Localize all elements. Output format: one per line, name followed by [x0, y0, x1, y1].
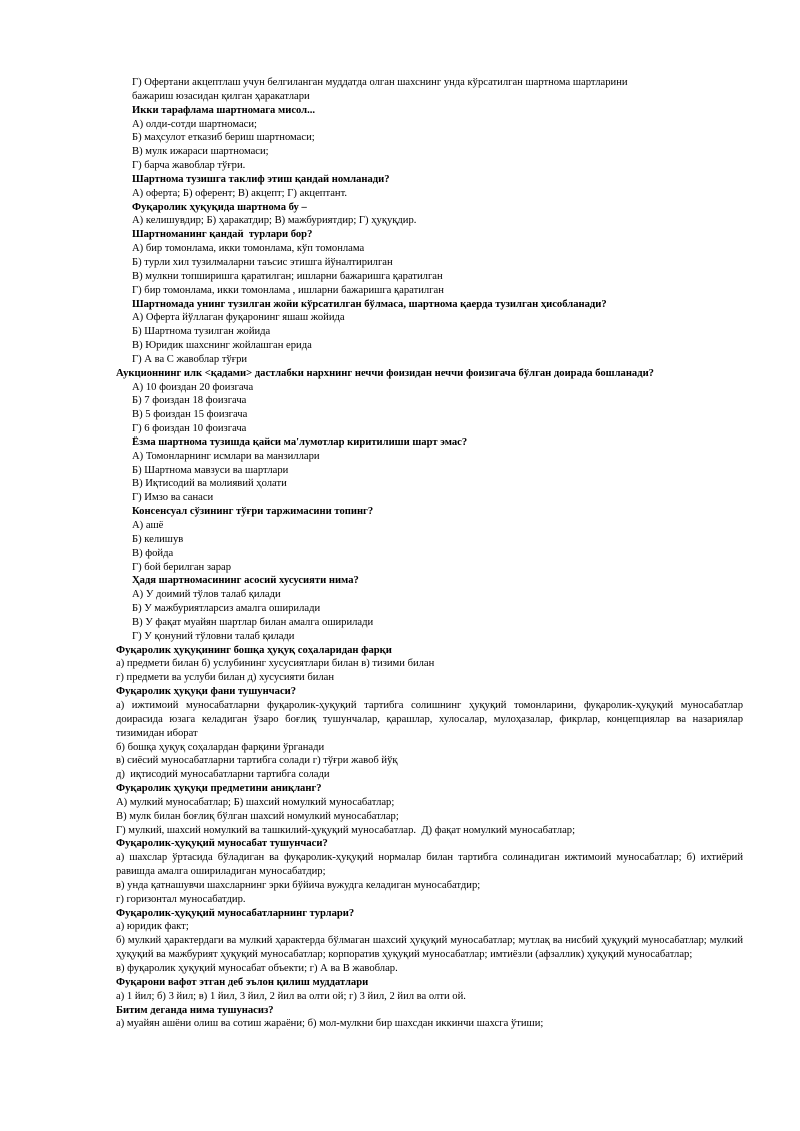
question-heading: Фуқаролик ҳуқуқи предметини аниқланг? [116, 783, 322, 795]
text-line: в) сиёсий муносабатларни тартибга солади г) тўғри жавоб йўқ [116, 755, 398, 767]
text-line: В) 5 фоиздан 15 фоизгача [132, 409, 248, 421]
text-line: Г) барча жавоблар тўғри. [132, 160, 246, 172]
text-line: а) 1 йил; б) 3 йил; в) 1 йил, 3 йил, 2 йил ва олти ой; г) 3 йил, 2 йил ва олти ой. [116, 990, 466, 1002]
question-heading: Фуқаролик ҳуқуқининг бошқа ҳуқуқ соҳаларидан фарқи [116, 644, 392, 656]
text-line: В) мулк ижараси шартномаси; [132, 146, 269, 158]
text-line: в) фуқаролик ҳуқуқий муносабат объекти; г) А ва В жавоблар. [116, 963, 398, 974]
text-line: А) ашё [132, 520, 164, 531]
text-line: Г) А ва С жавоблар тўғри [132, 353, 248, 365]
document-body [116, 76, 746, 1031]
question-heading: Фуқаролик ҳуқуқи фани тушунчаси? [116, 686, 297, 698]
text-line: А) Томонларнинг исмлари ва манзиллари [132, 450, 320, 462]
text-line: Б) маҳсулот етказиб бериш шартномаси; [132, 132, 315, 144]
text-line: Б) келишув [132, 533, 184, 545]
text-line: В) У фақат муайян шартлар билан амалга оширилади [132, 616, 374, 628]
text-line: Г) бой берилган зарар [132, 561, 232, 573]
text-line: В) Иқтисодий ва молиявий ҳолати [132, 478, 287, 490]
text-line: а) предмети билан б) услубининг хусусиятлари билан в) тизими билан [116, 658, 435, 670]
question-heading: Фуқаролик-ҳуқуқий муносабат тушунчаси? [116, 838, 328, 850]
text-line: А) келишувдир; Б) ҳаракатдир; В) мажбуриятдир; Г) ҳуқуқдир. [132, 215, 417, 227]
text-line: Г) Имзо ва санаси [132, 492, 214, 504]
text-line: В) Юридик шахснинг жойлашган ерида [132, 340, 312, 352]
text-line: Б) турли хил тузилмаларни таъсис этишга йўналтирилган [132, 256, 393, 268]
text-line: В) мулкни топширишга қаратилган; ишларни бажаришга қаратилган [132, 270, 443, 282]
text-line: А) мулкий муносабатлар; Б) шахсий номулкий муносабатлар; [116, 796, 395, 808]
text-line: а) муайян ашёни олиш ва сотиш жараёни; б) мол-мулкни бир шахсдан иккинчи шахсга ўтиши; [116, 1018, 544, 1030]
text-line: А) У доимий тўлов талаб қилади [132, 589, 281, 601]
text-line: Г) 6 фоиздан 10 фоизгача [132, 423, 247, 435]
text-line: А) Оферта йўллаган фуқаронинг яшаш жойида [132, 312, 345, 324]
text-line: Б) 7 фоиздан 18 фоизгача [132, 395, 247, 407]
question-heading: Шартномада унинг тузилган жойи кўрсатилган бўлмаса, шартнома қаерда тузилган ҳисобланади? [132, 298, 607, 310]
text-line: а) шахслар ўртасида бўладиган ва фуқаролик-ҳуқуқий нормалар билан тартибга солинадиган ижтимоий муносабатлар; б) ихтиёрий равишда амалга ошириладиган муносабатдир; [116, 852, 746, 878]
text-line: г) горизонтал муносабатдир. [116, 893, 246, 905]
text-line: Б) У мажбуриятларсиз амалга оширилади [132, 603, 321, 615]
text-line: А) оферта; Б) оферент; В) акцепт; Г) акцептант. [132, 187, 348, 199]
question-heading: Шартноманинг қандай турлари бор? [132, 229, 313, 241]
question-heading: Битим деганда нима тушунасиз? [116, 1004, 274, 1016]
text-line: Б) Шартнома мавзуси ва шартлари [132, 464, 289, 476]
text-line: в) унда қатнашувчи шахсларнинг эрки бўйича вужудга келадиган муносабатдир; [116, 879, 481, 891]
text-line: бажариш юзасидан қилган ҳаракатлари [132, 90, 310, 102]
text-line: В) мулк билан боғлиқ бўлган шахсий номулкий муносабатлар; [116, 810, 399, 822]
question-heading: Фуқарони вафот этган деб эълон қилиш муддатлари [116, 976, 369, 988]
text-line: А) бир томонлама, икки томонлама, кўп томонлама [132, 243, 365, 255]
text-line: д) иқтисодий муносабатларни тартибга солади [116, 769, 330, 781]
text-line: Г) мулкий, шахсий номулкий ва ташкилий-ҳуқуқий муносабатлар. Д) фақат номулкий муносабатлар; [116, 824, 576, 836]
text-line: А) 10 фоиздан 20 фоизгача [132, 381, 254, 393]
question-heading: Шартнома тузишга таклиф этиш қандай номланади? [132, 173, 390, 185]
question-heading: Консенсуал сўзининг тўғри таржимасини топинг? [132, 506, 374, 518]
text-line: Г) Офертани акцептлаш учун белгиланган муддатда олган шахснинг унда кўрсатилган шартнома шартларини [132, 77, 628, 88]
text-line: а) юридик факт; [116, 921, 189, 933]
question-heading: Ёзма шартнома тузишда қайси ма'лумотлар киритилиши шарт эмас? [132, 436, 468, 448]
text-line: Г) бир томонлама, икки томонлама , ишларни бажаришга қаратилган [132, 284, 444, 296]
question-heading: Ҳадя шартномасининг асосий хусусияти нима? [132, 575, 359, 587]
text-line: А) олди-сотди шартномаси; [132, 118, 257, 130]
text-line: В) фойда [132, 547, 174, 559]
text-line: Б) Шартнома тузилган жойида [132, 326, 271, 338]
question-heading: Фуқаролик-ҳуқуқий муносабатларнинг турлари? [116, 907, 355, 919]
text-line: а) ижтимоий муносабатларни фуқаролик-ҳуқуқий тартибга солишнинг ҳуқуқий томонларини, фуқаролик-ҳуқуқий муносабатлар доирасида юзага келадиган ўзаро боғлиқ тушунчалар, қарашлар, хулосалар, мулоҳазалар, фикрлар, концепциялар ва назариялар тизимидан иборат [116, 699, 746, 739]
text-line: б) бошқа ҳуқуқ соҳалардан фарқини ўрганади [116, 741, 325, 753]
question-heading: Икки тарафлама шартномага мисол... [132, 104, 316, 116]
question-heading: Фуқаролик ҳуқуқида шартнома бу – [132, 201, 307, 213]
question-heading: Аукционнинг илк <қадами> дастлабки нархнинг неччи фоизидан неччи фоизигача бўлган доирада бошланади? [116, 367, 654, 379]
text-line: г) предмети ва услуби билан д) хусусияти билан [116, 672, 335, 684]
text-line: б) мулкий ҳарактердаги ва мулкий ҳарактерда бўлмаган шахсий ҳуқуқий муносабатлар; мутлақ ва нисбий ҳуқуқий муносабатлар; мулкий ҳуқуқий ва мажбурият ҳуқуқий муносабатлар; корпоратив ҳуқуқий муносабатлар; имтиёзли (афзаллик) ҳуқуқий муносабатлар; [116, 935, 746, 961]
text-line: Г) У қонуний тўловни талаб қилади [132, 630, 295, 642]
